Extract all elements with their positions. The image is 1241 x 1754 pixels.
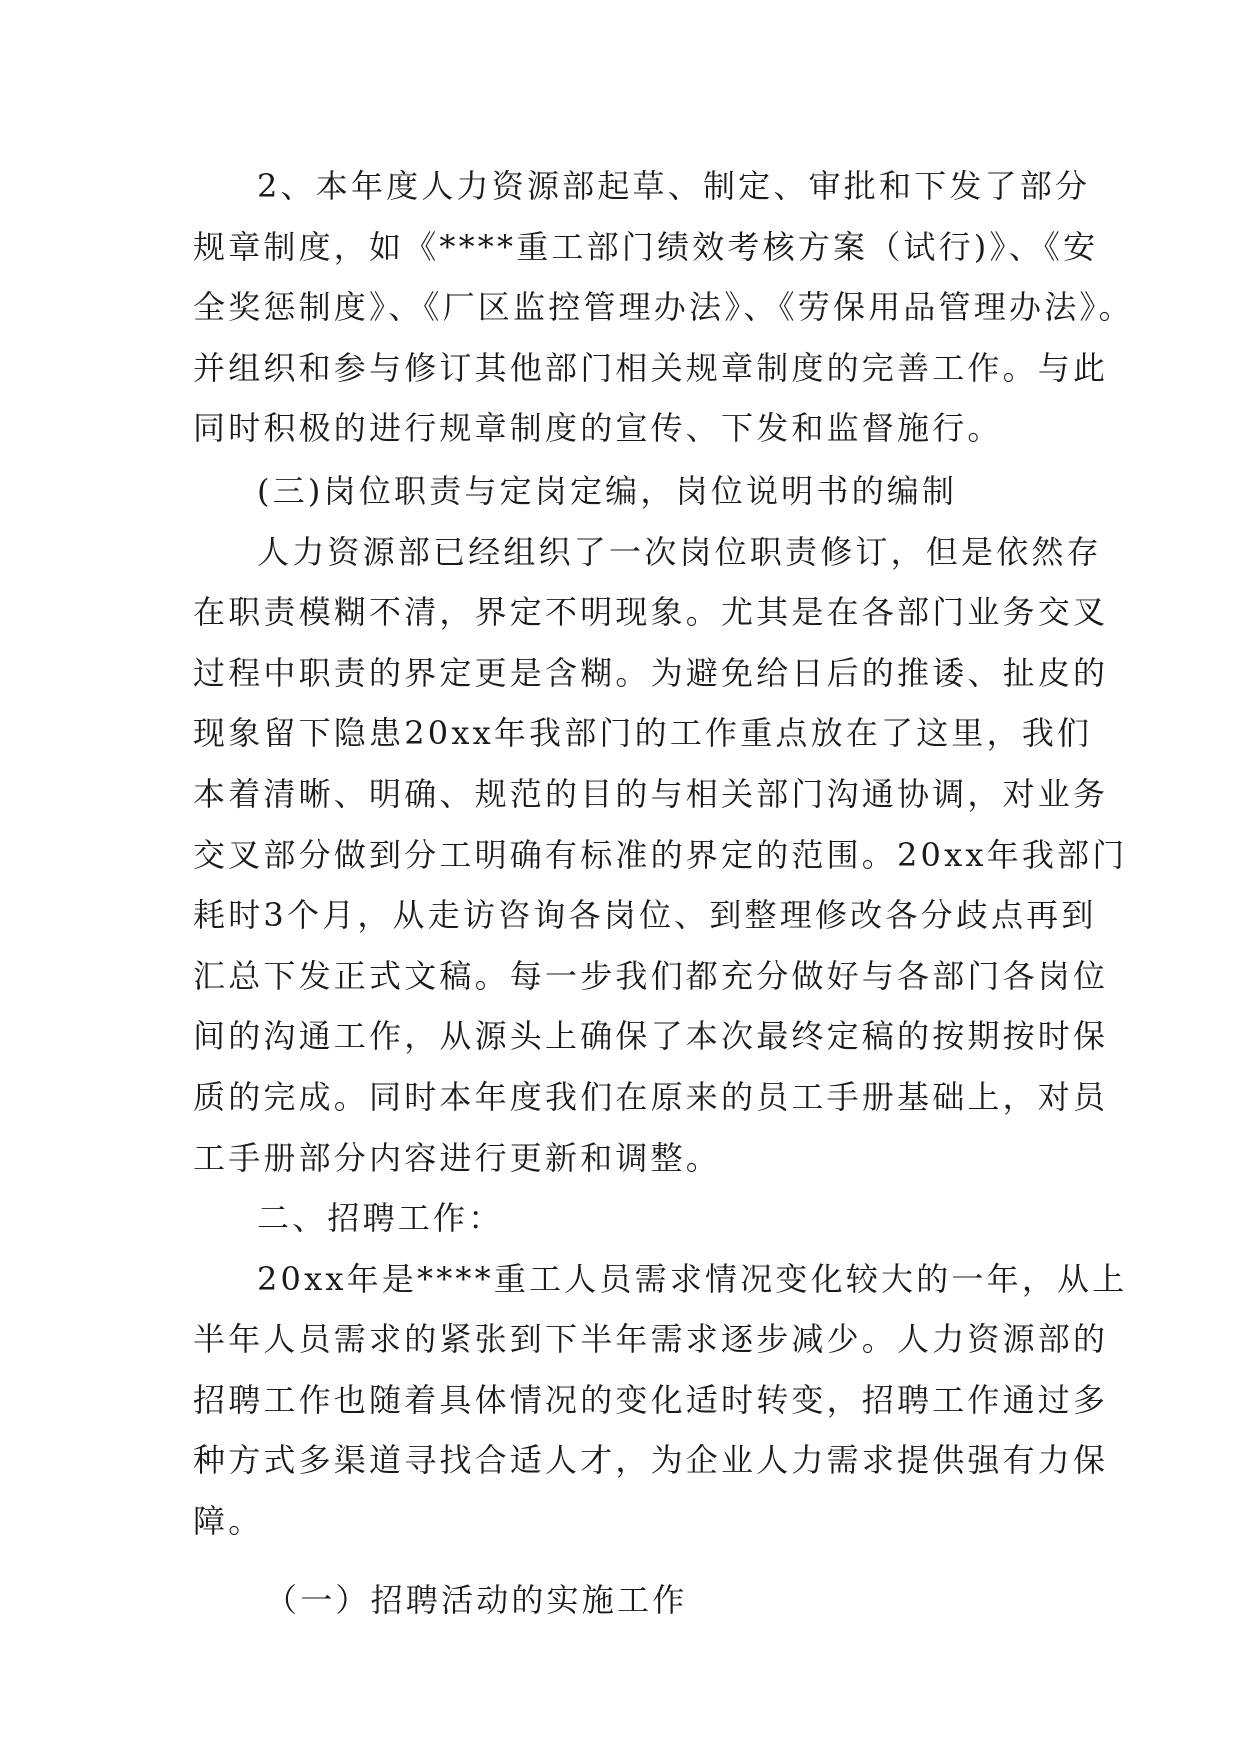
paragraph-line: 耗时3个月，从走访咨询各岗位、到整理修改各分歧点再到 [193,896,1097,935]
paragraph-line: 交叉部分做到分工明确有标准的界定的范围。20xx年我部门 [193,835,1128,874]
paragraph-line: 并组织和参与修订其他部门相关规章制度的完善工作。与此 [193,348,1109,387]
paragraph-line: 过程中职责的界定更是含糊。为避免给日后的推诿、扯皮的 [193,653,1109,692]
paragraph-line: 同时积极的进行规章制度的宣传、下发和监督施行。 [193,409,1003,448]
paragraph-line: 人力资源部已经组织了一次岗位职责修订，但是依然存 [257,532,1102,571]
paragraph-line: 在职责模糊不清，界定不明现象。尤其是在各部门业务交叉 [193,593,1109,632]
paragraph-line: 工手册部分内容进行更新和调整。 [193,1138,722,1177]
paragraph-line: 20xx年是****重工人员需求情况变化较大的一年，从上 [257,1259,1128,1298]
paragraph-line: 现象留下隐患20xx年我部门的工作重点放在了这里，我们 [193,714,1093,753]
paragraph-line: 汇总下发正式文稿。每一步我们都充分做好与各部门各岗位 [193,956,1109,995]
section-heading: 二、招聘工作： [257,1199,504,1238]
paragraph-line: 规章制度，如《****重工部门绩效考核方案（试行)》、《安 [193,227,1099,266]
section-heading: （一）招聘活动的实施工作 [265,1580,688,1619]
document-body [193,156,1134,1630]
paragraph-line: 全奖惩制度》、《厂区监控管理办法》、《劳保用品管理办法》。 [193,288,1134,327]
paragraph-line: 种方式多渠道寻找合适人才，为企业人力需求提供强有力保 [193,1441,1109,1480]
paragraph-line: 障。 [193,1502,264,1541]
paragraph-line: 质的完成。同时本年度我们在原来的员工手册基础上，对员 [193,1077,1109,1116]
paragraph-line: 2、本年度人力资源部起草、制定、审批和下发了部分 [257,167,1091,205]
section-heading: (三)岗位职责与定岗定编，岗位说明书的编制 [257,471,958,510]
paragraph-line: 招聘工作也随着具体情况的变化适时转变，招聘工作通过多 [193,1380,1109,1419]
paragraph-line: 本着清晰、明确、规范的目的与相关部门沟通协调，对业务 [193,774,1109,813]
paragraph-line: 间的沟通工作，从源头上确保了本次最终定稿的按期按时保 [193,1017,1109,1056]
paragraph-line: 半年人员需求的紧张到下半年需求逐步减少。人力资源部的 [193,1320,1109,1359]
